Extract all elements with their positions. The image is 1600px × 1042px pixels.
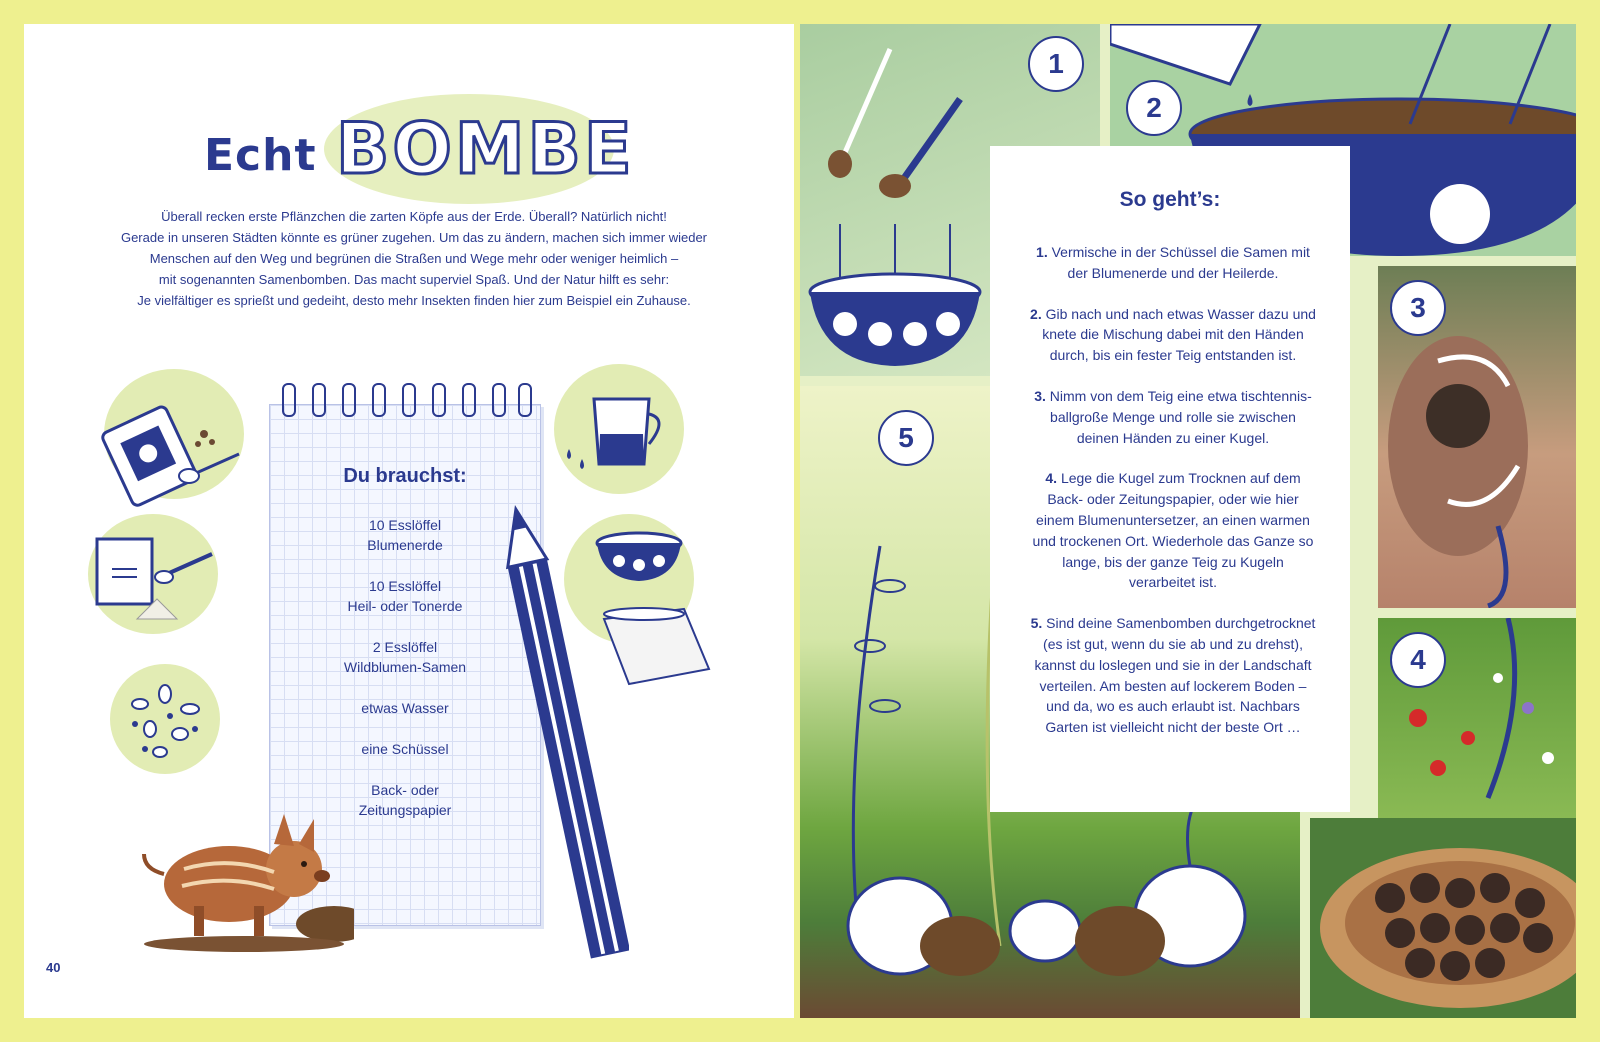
spiral-ring xyxy=(492,383,506,417)
step-badge-2: 2 xyxy=(1126,80,1182,136)
ingredient-name: Zeitungspapier xyxy=(358,802,452,818)
instructions-list xyxy=(1028,242,1318,758)
step-number: 1. xyxy=(1036,244,1048,260)
step-badge-4: 4 xyxy=(1390,632,1446,688)
step-number: 3. xyxy=(1034,387,1046,404)
page-title xyxy=(204,84,635,204)
intro-line: Menschen auf den Weg und begrünen die Straßen und Wege mehr oder weniger heimlich – xyxy=(149,251,679,266)
instruction-step xyxy=(1028,242,1318,284)
spiral-ring xyxy=(432,383,446,417)
ingredient-amount: etwas Wasser xyxy=(361,700,449,716)
clay-box-icon xyxy=(92,529,232,629)
instruction-step xyxy=(1028,386,1318,448)
ingredient-name: Blumenerde xyxy=(367,537,443,553)
step-badge-1: 1 xyxy=(1028,36,1084,92)
step-text: Sind deine Samenbomben durchgetrocknet (es ist gut, wenn du sie ab und zu drehst), kannst du loslegen und sie in der Landschaft verteilen. Am besten auf lockerem Boden – und da, wo es auch erlaubt ist. Nachbars Garten ist vielleicht nicht der beste Ort … xyxy=(1034,615,1316,736)
step-text: Gib nach und nach etwas Wasser dazu und knete die Mischung dabei mit den Händen durch, bis ein fester Teig entstanden ist. xyxy=(1042,305,1316,364)
boar-piglet-illustration xyxy=(134,794,354,954)
water-jug-icon xyxy=(554,379,684,489)
ingredient-name: Wildblumen-Samen xyxy=(343,659,467,675)
right-page xyxy=(800,24,1576,1018)
ingredient-amount: 10 Esslöffel xyxy=(368,578,442,594)
title-main: BOMBE xyxy=(336,108,635,190)
step-text: Nimm von dem Teig eine etwa tischtennis-ballgroße Menge und rolle sie zwischen deinen Händen zu einer Kugel. xyxy=(1049,387,1312,446)
seed-packet-icon xyxy=(94,394,264,514)
seed-bombs-photo xyxy=(1310,818,1576,1018)
spiral-ring xyxy=(462,383,476,417)
title-prefix: Echt xyxy=(204,130,317,181)
step-text: Lege die Kugel zum Trocknen auf dem Back- oder Zeitungspapier, oder wie hier einem Blumenuntersetzer, an einen warmen und trockenen Ort. Wiederhole das Ganze so lange, bis der ganze Teig zu Kugeln verarbeitet ist. xyxy=(1032,470,1314,591)
page-number: 40 xyxy=(46,960,61,975)
instruction-step xyxy=(1028,468,1318,593)
spiral-ring xyxy=(372,383,386,417)
intro-line: Je vielfältiger es sprießt und gedeiht, desto mehr Insekten finden hier zum Beispiel ein Zuhause. xyxy=(137,293,691,308)
step-number: 2. xyxy=(1030,305,1042,322)
step-number: 5. xyxy=(1030,615,1043,632)
intro-paragraph xyxy=(104,206,724,311)
step-badge-5: 5 xyxy=(878,410,934,466)
ingredient-amount: 2 Esslöffel xyxy=(372,639,438,655)
pencil-illustration xyxy=(479,504,629,984)
ingredient-amount: Back- oder xyxy=(371,782,439,798)
instructions-card xyxy=(990,146,1350,812)
intro-line: Überall recken erste Pflänzchen die zarten Köpfe aus der Erde. Überall? Natürlich nicht! xyxy=(161,209,667,224)
seeds-icon xyxy=(110,664,220,774)
spiral-ring xyxy=(312,383,326,417)
step-number: 4. xyxy=(1045,470,1058,487)
ingredient-amount: 10 Esslöffel xyxy=(368,517,442,533)
spiral-ring xyxy=(342,383,356,417)
instructions-title: So geht’s: xyxy=(1119,188,1221,211)
ingredient-amount: eine Schüssel xyxy=(361,741,449,757)
spiral-ring xyxy=(518,383,532,417)
ingredient-name: Heil- oder Tonerde xyxy=(347,598,463,614)
instruction-step xyxy=(1028,613,1318,738)
ingredients-title: Du brauchst: xyxy=(343,465,467,487)
intro-line: Gerade in unseren Städten könnte es grüner zugehen. Um das zu ändern, machen sich immer wieder xyxy=(120,230,708,245)
step-text: Vermische in der Schüssel die Samen mit der Blumenerde und der Heilerde. xyxy=(1051,244,1310,281)
spiral-ring xyxy=(282,383,296,417)
seed-bombs-plate-photo xyxy=(1310,818,1576,1018)
instruction-step xyxy=(1028,304,1318,366)
step-badge-3: 3 xyxy=(1390,280,1446,336)
intro-line: mit sogenannten Samenbomben. Das macht superviel Spaß. Und der Natur hilft es sehr: xyxy=(158,272,670,287)
left-page xyxy=(24,24,794,1018)
spiral-ring xyxy=(402,383,416,417)
